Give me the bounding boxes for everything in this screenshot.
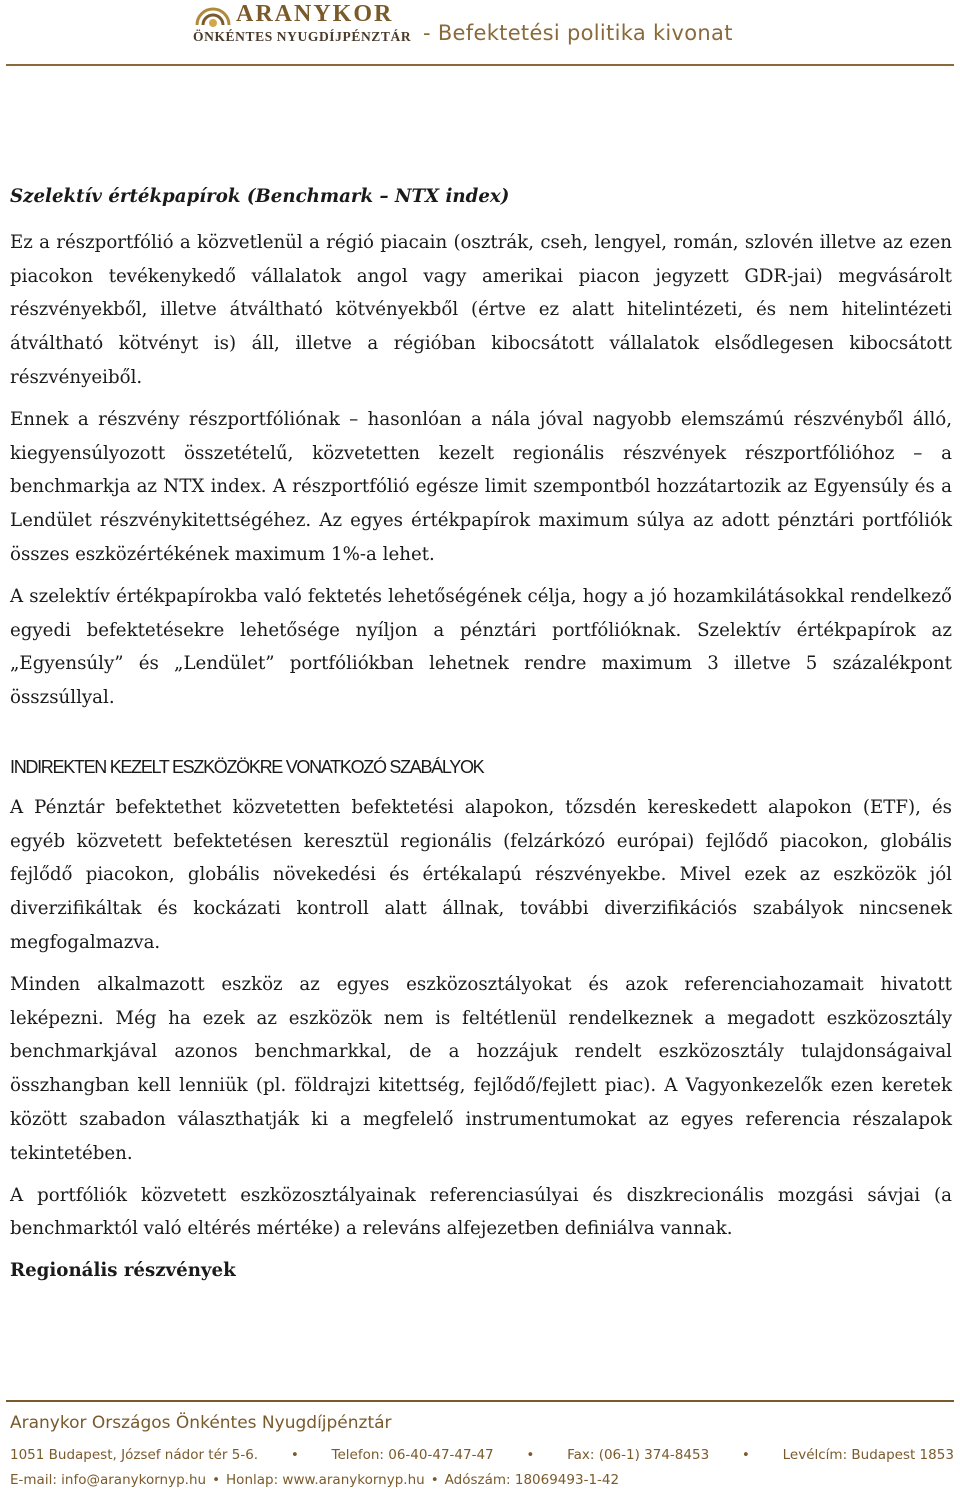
paragraph-4: A Pénztár befektethet közvetetten befektetési alapokon, tőzsdén kereskedett alapokon (ETF), és egyéb közvetett befektetésen keresztül regionális (felzárkózó európai) fejlődő piacokon, globális fejlődő piacokon, globális növekedési és értékalapú részvényekbe. Mivel ezek az eszközök jól diverzifikáltak és kockázati kontroll alatt állnak, további diverzifikációs szabályok nincsenek megfogalmazva. <box>10 796 952 953</box>
footer-divider <box>6 1400 954 1402</box>
footer-email-link[interactable]: E-mail: info@aranykornyp.hu <box>10 1472 207 1488</box>
sunrise-logo-icon <box>193 3 233 27</box>
paragraph-5: Minden alkalmazott eszköz az egyes eszközosztályokat és azok referenciahozamait hivatott leképezni. Még ha ezek az eszközök nem is feltétlenül rendelkeznek a megadott eszközosztály benchmarkjával azonos benchmarkkal, de a hozzájuk rendelt eszközosztály tulajdonságaival összhangban kell lenniük (pl. földrajzi kitettség, fejlődő/fejlett piac). A Vagyonkezelők ezen keretek között szabadon választhatják ki a megfelelő instrumentumokat az egyes referencia részalapok tekintetében. <box>10 973 952 1164</box>
footer-mail-address: Levélcím: Budapest 1853 <box>782 1447 954 1463</box>
footer-fax: Fax: (06-1) 374-8453 <box>567 1447 710 1463</box>
header-divider <box>6 64 954 66</box>
section-heading-regional: Regionális részvények <box>10 1260 236 1282</box>
footer-organization: Aranykor Országos Önkéntes Nyugdíjpénztár <box>10 1413 392 1433</box>
footer-bullet: • <box>430 1472 439 1488</box>
paragraph-1: Ez a részportfólió a közvetlenül a régió piacain (osztrák, cseh, lengyel, román, szlovén illetve az ezen piacokon tevékenykedő vállalatok angol vagy amerikai piacon jegyzett GDR-jai) megvásárolt részvényekből, illetve átváltható kötvényekből (értve ez alatt hitelintézeti, és nem hitelintézeti átváltható kötvényt is) áll, illetve a régióban kibocsátott vállalatok elsődlegesen kibocsátott részvényeiből. <box>10 231 952 388</box>
page-footer <box>0 1400 960 1497</box>
footer-bullet: • <box>526 1447 535 1463</box>
footer-phone: Telefon: 06-40-47-47-47 <box>331 1447 494 1463</box>
footer-tax-number: Adószám: 18069493-1-42 <box>444 1472 620 1488</box>
footer-web-line <box>10 1472 954 1488</box>
footer-bullet: • <box>741 1447 750 1463</box>
footer-website-link[interactable]: Honlap: www.aranykornyp.hu <box>226 1472 425 1488</box>
paragraph-6: A portfóliók közvetett eszközosztályainak referenciasúlyai és diszkrecionális mozgási sávjai (a benchmarktól való eltérés mértéke) a releváns alfejezetben definiálva vannak. <box>10 1184 952 1240</box>
page-header <box>0 0 960 66</box>
document-body <box>10 180 952 1296</box>
footer-address: 1051 Budapest, József nádor tér 5-6. <box>10 1447 259 1463</box>
logo-subtitle: ÖNKÉNTES NYUGDÍJPÉNZTÁR <box>193 29 412 44</box>
footer-bullet: • <box>290 1447 299 1463</box>
section-heading-selective: Szelektív értékpapírok (Benchmark – NTX index) <box>10 186 510 207</box>
logo-name: ARANYKOR <box>236 1 394 27</box>
paragraph-2: Ennek a részvény részportfóliónak – hasonlóan a nála jóval nagyobb elemszámú részvényből álló, kiegyensúlyozott összetételű, közvetetten kezelt regionális részvények részportfólióhoz – a benchmarkja az NTX index. A részportfólió egésze limit szempontból hozzátartozik az Egyensúly és a Lendület részvénykitettségéhez. Az egyes értékpapírok maximum súlya az adott pénztári portfóliók összes eszközértékének maximum 1%-a lehet. <box>10 408 952 565</box>
section-heading-indirect: INDIREKTEN KEZELT ESZKÖZÖKRE VONATKOZÓ SZABÁLYOK <box>10 756 484 777</box>
footer-contact-line <box>10 1447 954 1463</box>
footer-bullet: • <box>212 1472 221 1488</box>
paragraph-3: A szelektív értékpapírokba való fektetés lehetőségének célja, hogy a jó hozamkilátásokkal rendelkező egyedi befektetésekre lehetősége nyíljon a pénztári portfólióknak. Szelektív értékpapírok az „Egyensúly” és „Lendület” portfóliókban lehetnek rendre maximum 3 illetve 5 százalékpont összsúllyal. <box>10 585 952 709</box>
document-title: - Befektetési politika kivonat <box>423 21 733 45</box>
